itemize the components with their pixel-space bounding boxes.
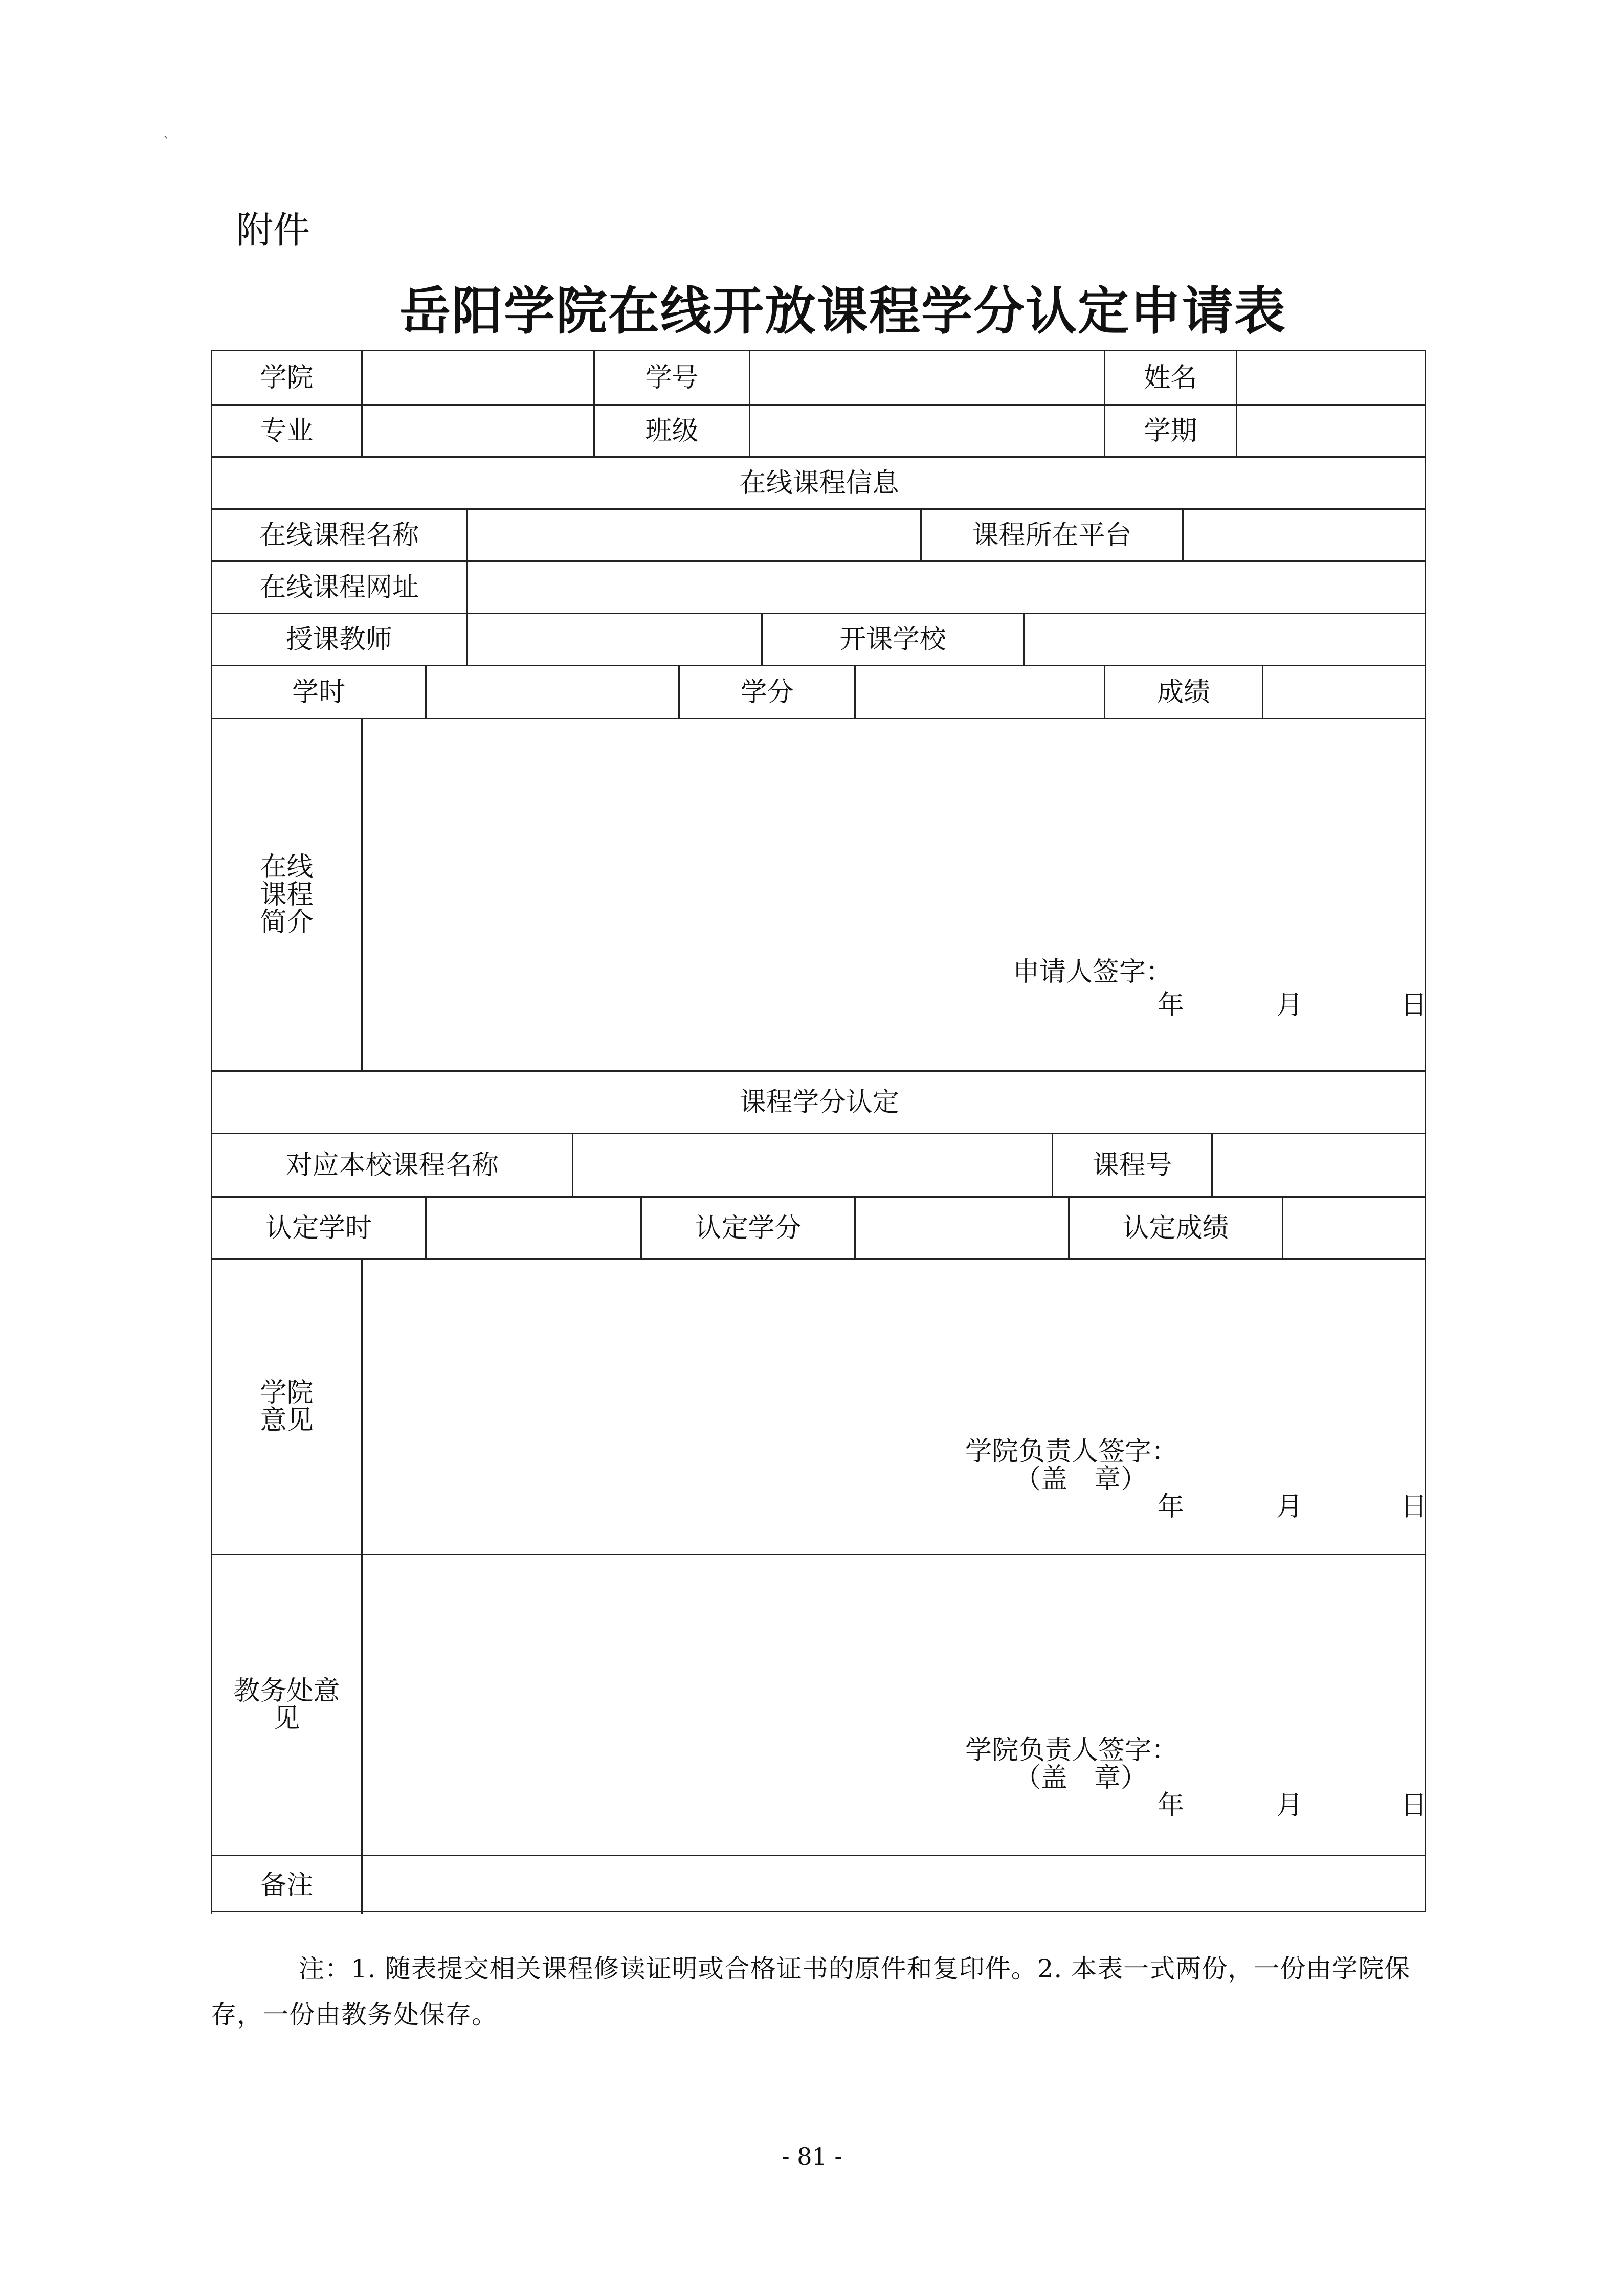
college-opinion-label-line: 学院 — [260, 1378, 314, 1408]
student-id-label: 学号 — [593, 350, 749, 404]
form-title: 岳阳学院在线开放课程学分认定申请表 — [399, 281, 1286, 341]
date-year: 年 — [1158, 1790, 1185, 1821]
college-opinion-label-line: 意见 — [260, 1405, 314, 1436]
name-input[interactable] — [1236, 350, 1426, 404]
academic-affairs-opinion-label-line: 见 — [273, 1703, 300, 1734]
class-input[interactable] — [749, 404, 1104, 456]
recognized-hours-label: 认定学时 — [211, 1196, 425, 1258]
date-day: 日 — [1400, 990, 1428, 1021]
course-url-input[interactable] — [466, 560, 1426, 613]
form-note: 注：1. 随表提交相关课程修读证明或合格证书的原件和复印件。2. 本表一式两份，一份由学院保存，一份由教务处保存。 — [211, 1954, 1411, 2030]
applicant-signature-label: 申请人签字： — [1013, 957, 1173, 987]
corner-mark: ` — [163, 134, 170, 152]
college-label: 学院 — [211, 350, 361, 404]
college-input[interactable] — [361, 350, 593, 404]
course-name-input[interactable] — [466, 508, 920, 560]
date-month: 月 — [1276, 1790, 1303, 1821]
local-course-label: 对应本校课程名称 — [211, 1133, 572, 1196]
date-month: 月 — [1276, 1492, 1303, 1522]
local-course-input[interactable] — [572, 1133, 1052, 1196]
semester-label: 学期 — [1104, 404, 1236, 456]
application-form-table — [211, 350, 1426, 1912]
name-label: 姓名 — [1104, 350, 1236, 404]
major-label: 专业 — [211, 404, 361, 456]
teacher-input[interactable] — [466, 613, 761, 665]
date-day: 日 — [1400, 1790, 1428, 1821]
semester-input[interactable] — [1236, 404, 1426, 456]
recognized-credit-label: 认定学分 — [640, 1196, 854, 1258]
recognized-credit-input[interactable] — [854, 1196, 1068, 1258]
hours-input[interactable] — [425, 665, 678, 718]
course-intro-label-line: 课程 — [260, 880, 314, 910]
seal-label: （盖 章） — [1014, 1763, 1148, 1793]
date-day: 日 — [1400, 1492, 1428, 1522]
teacher-label: 授课教师 — [211, 613, 466, 665]
hours-label: 学时 — [211, 665, 425, 718]
credit-label: 学分 — [678, 665, 854, 718]
course-intro-label — [211, 718, 361, 1070]
online-info-header: 在线课程信息 — [211, 456, 1426, 508]
academic-affairs-opinion-label-line: 教务处意 — [233, 1676, 340, 1706]
college-opinion-textarea[interactable] — [361, 1258, 1426, 1554]
college-head-signature-label: 学院负责人签字： — [965, 1735, 1178, 1766]
major-input[interactable] — [361, 404, 593, 456]
remarks-input[interactable] — [361, 1855, 1426, 1914]
course-url-label: 在线课程网址 — [211, 560, 466, 613]
course-intro-textarea[interactable] — [361, 718, 1426, 1070]
academic-affairs-opinion-label — [211, 1554, 361, 1855]
college-head-signature-label: 学院负责人签字： — [965, 1436, 1178, 1467]
credit-section-header: 课程学分认定 — [211, 1070, 1426, 1133]
page-number: - 81 - — [782, 2143, 842, 2170]
recognized-score-label: 认定成绩 — [1068, 1196, 1282, 1258]
academic-affairs-opinion-textarea[interactable] — [361, 1554, 1426, 1855]
date-month: 月 — [1276, 990, 1303, 1021]
attachment-label: 附件 — [236, 209, 310, 252]
seal-label: （盖 章） — [1014, 1464, 1148, 1495]
student-id-input[interactable] — [749, 350, 1104, 404]
recognized-score-input[interactable] — [1282, 1196, 1426, 1258]
class-label: 班级 — [593, 404, 749, 456]
remarks-label: 备注 — [211, 1855, 361, 1914]
course-name-label: 在线课程名称 — [211, 508, 466, 560]
course-intro-label-line: 简介 — [260, 907, 314, 938]
college-opinion-label — [211, 1258, 361, 1554]
score-label: 成绩 — [1104, 665, 1262, 718]
course-no-input[interactable] — [1211, 1133, 1426, 1196]
course-intro-label-line: 在线 — [260, 852, 314, 883]
course-no-label: 课程号 — [1052, 1133, 1211, 1196]
platform-input[interactable] — [1182, 508, 1426, 560]
school-label: 开课学校 — [761, 613, 1023, 665]
recognized-hours-input[interactable] — [425, 1196, 640, 1258]
date-year: 年 — [1158, 990, 1185, 1021]
credit-input[interactable] — [854, 665, 1104, 718]
school-input[interactable] — [1023, 613, 1426, 665]
score-input[interactable] — [1262, 665, 1426, 718]
date-year: 年 — [1158, 1492, 1185, 1522]
platform-label: 课程所在平台 — [920, 508, 1182, 560]
